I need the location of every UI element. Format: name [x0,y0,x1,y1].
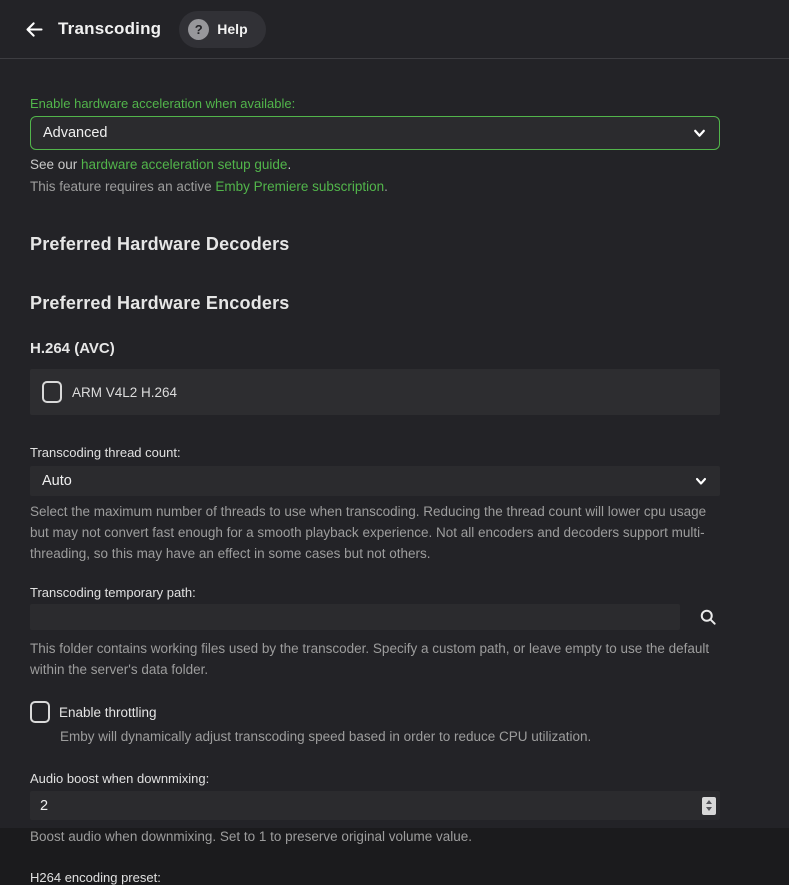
encoder-option-label: ARM V4L2 H.264 [72,384,178,400]
encoders-heading: Preferred Hardware Encoders [30,293,290,313]
temp-path-label: Transcoding temporary path: [30,585,196,600]
temp-path-help: This folder contains working files used by the transcoder. Specify a custom path, or leave empty to use the default within the server's data folder. [30,641,710,677]
hardware-acceleration-select[interactable] [30,116,720,150]
setup-guide-suffix: . [287,157,292,172]
temp-path-input[interactable] [30,604,680,630]
throttling-help: Emby will dynamically adjust transcoding speed based in order to reduce CPU utilization. [60,729,592,744]
temp-path-row [30,604,720,630]
app-bar [0,0,789,59]
back-arrow-icon [24,19,45,40]
browse-path-button[interactable] [680,604,720,630]
setup-guide-link[interactable]: hardware acceleration setup guide [81,157,288,172]
throttling-label: Enable throttling [59,704,157,720]
chevron-down-icon [694,474,708,488]
back-button[interactable] [16,11,52,47]
audio-boost-label: Audio boost when downmixing: [30,771,210,786]
premiere-line [30,176,720,197]
throttling-row[interactable] [30,701,720,723]
throttling-checkbox[interactable] [30,701,50,723]
decoders-heading: Preferred Hardware Decoders [30,234,290,254]
audio-boost-help: Boost audio when downmixing. Set to 1 to preserve original volume value. [30,829,472,844]
h264-heading: H.264 (AVC) [30,340,115,357]
chevron-down-icon [692,126,707,141]
thread-count-label: Transcoding thread count: [30,445,181,460]
hardware-acceleration-label: Enable hardware acceleration when available: [30,96,296,111]
thread-count-help: Select the maximum number of threads to use when transcoding. Reducing the thread count will lower cpu usage but may not convert fast enough for a smooth playback experience. Not all encoders and decoders support multi-threading, so this may have an effect in some cases but not others. [30,504,707,561]
spinner-up-icon[interactable] [706,800,712,804]
audio-boost-input[interactable] [30,791,720,820]
search-icon [698,607,718,627]
number-spinner-icon[interactable] [702,797,716,815]
audio-boost-field [30,791,720,820]
setup-guide-line [30,154,720,175]
premiere-suffix: . [384,179,388,194]
thread-count-selected-value: Auto [42,473,72,489]
encoder-checkbox[interactable] [42,381,62,403]
help-button-label: Help [217,21,248,37]
hardware-acceleration-selected-value: Advanced [43,125,108,141]
spinner-down-icon[interactable] [706,807,712,811]
encoder-option-row[interactable] [30,369,720,415]
thread-count-select[interactable] [30,466,720,496]
settings-form [0,59,789,885]
premiere-prefix: This feature requires an active [30,179,216,194]
setup-guide-prefix: See our [30,157,82,172]
premiere-subscription-link[interactable]: Emby Premiere subscription [215,179,385,194]
help-question-icon: ? [188,19,209,40]
h264-preset-label: H264 encoding preset: [30,870,161,885]
page-title: Transcoding [58,19,162,38]
help-button[interactable] [179,11,265,48]
